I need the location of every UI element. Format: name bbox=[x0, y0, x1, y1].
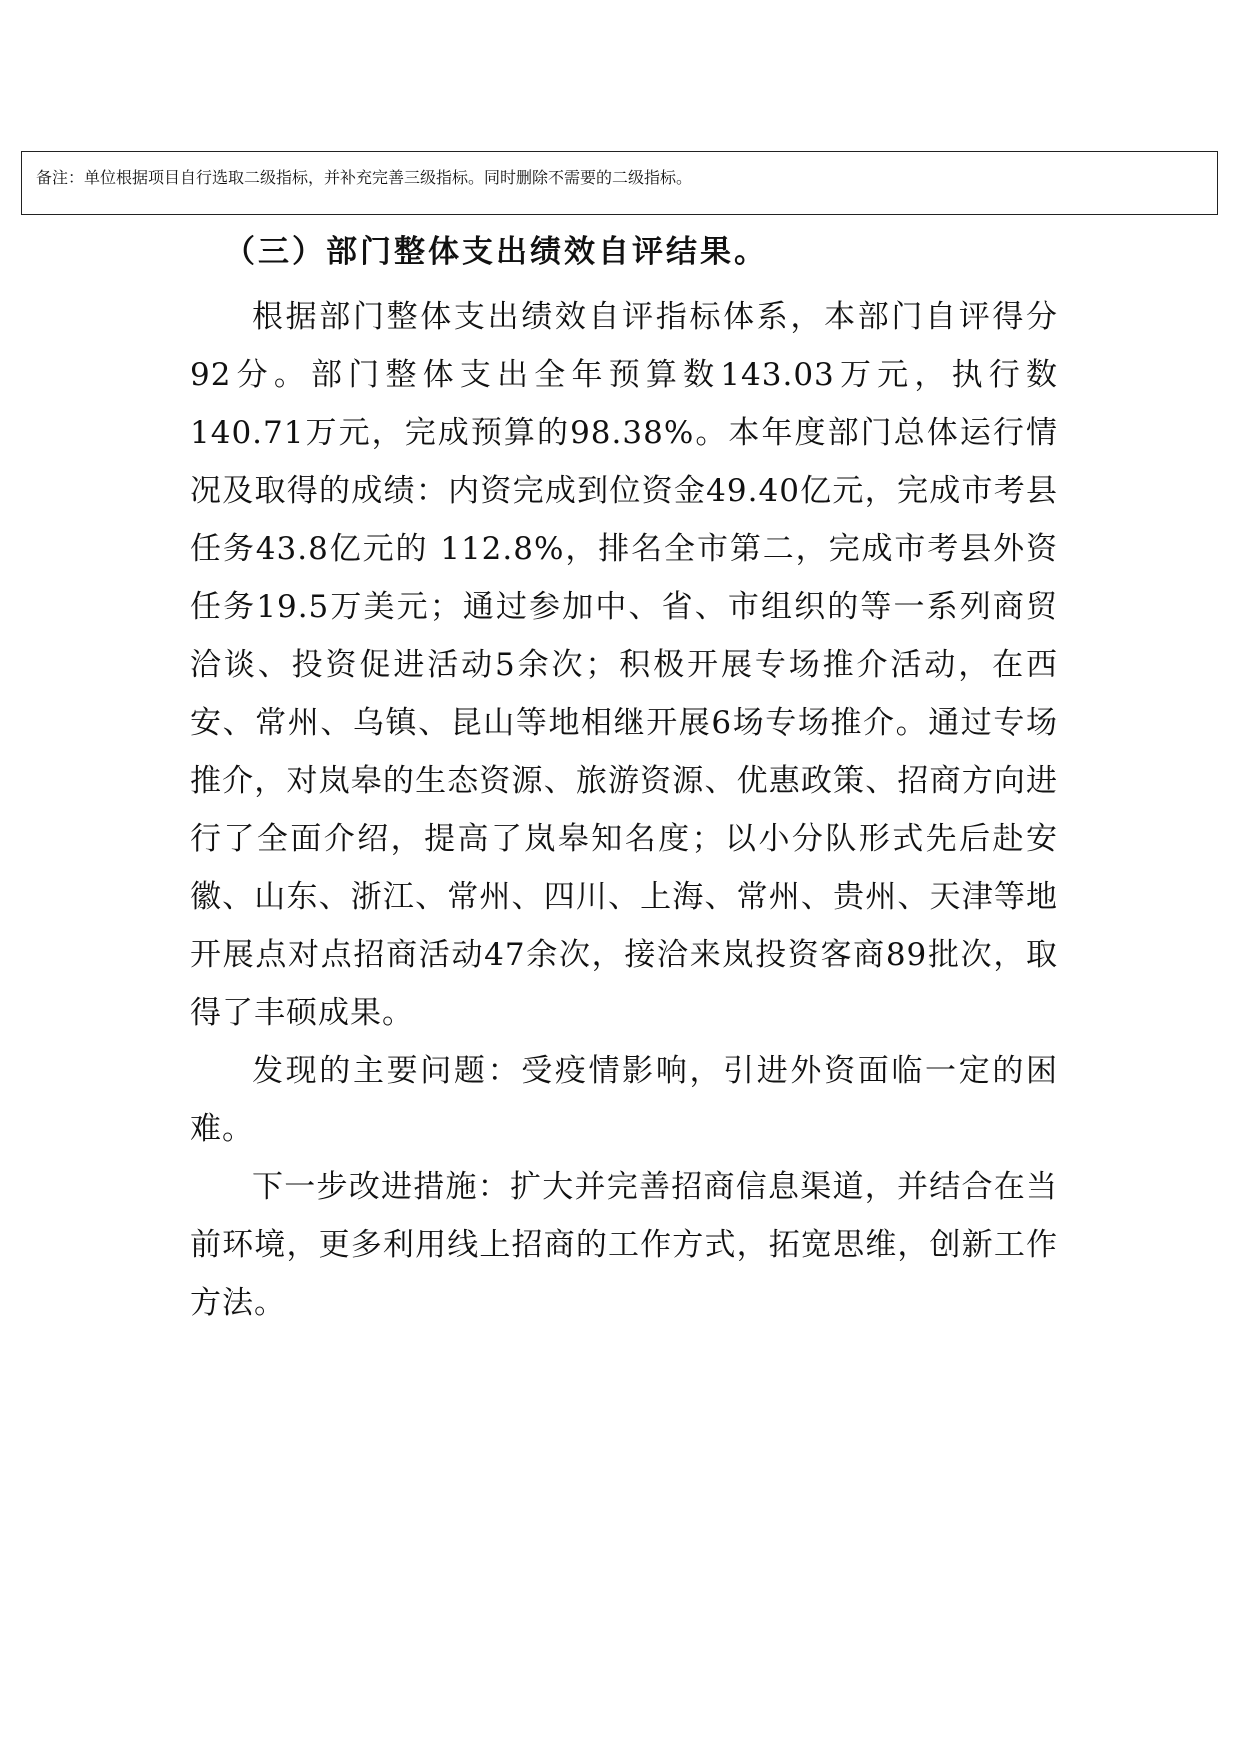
paragraph-self-evaluation-results: 根据部门整体支出绩效自评指标体系，本部门自评得分92分。部门整体支出全年预算数143.03万元，执行数140.71万元，完成预算的98.38%。本年度部门总体运行情况及取得的成绩：内资完成到位资金49.40亿元，完成市考县任务43.8亿元的 112.8%，排名全市第二，完成市考县外资任务19.5万美元；通过参加中、省、市组织的等一系列商贸洽谈、投资促进活动5余次；积极开展专场推介活动，在西安、常州、乌镇、昆山等地相继开展6场专场推介。通过专场推介，对岚皋的生态资源、旅游资源、优惠政策、招商方向进行了全面介绍，提高了岚皋知名度；以小分队形式先后赴安徽、山东、浙江、常州、四川、上海、常州、贵州、天津等地开展点对点招商活动47余次，接洽来岚投资客商89批次，取得了丰硕成果。 bbox=[190, 299, 1058, 1031]
remarks-box bbox=[21, 151, 1218, 215]
paragraph-improvement-measures: 下一步改进措施：扩大并完善招商信息渠道，并结合在当前环境，更多利用线上招商的工作方式，拓宽思维，创新工作方法。 bbox=[190, 1169, 1058, 1321]
body-text bbox=[190, 288, 1058, 1332]
paragraph-main-problems: 发现的主要问题：受疫情影响，引进外资面临一定的困难。 bbox=[190, 1053, 1058, 1147]
section-title: （三）部门整体支出绩效自评结果。 bbox=[224, 234, 768, 270]
remarks-text: 备注：单位根据项目自行选取二级指标，并补充完善三级指标。同时删除不需要的二级指标。 bbox=[36, 168, 693, 187]
